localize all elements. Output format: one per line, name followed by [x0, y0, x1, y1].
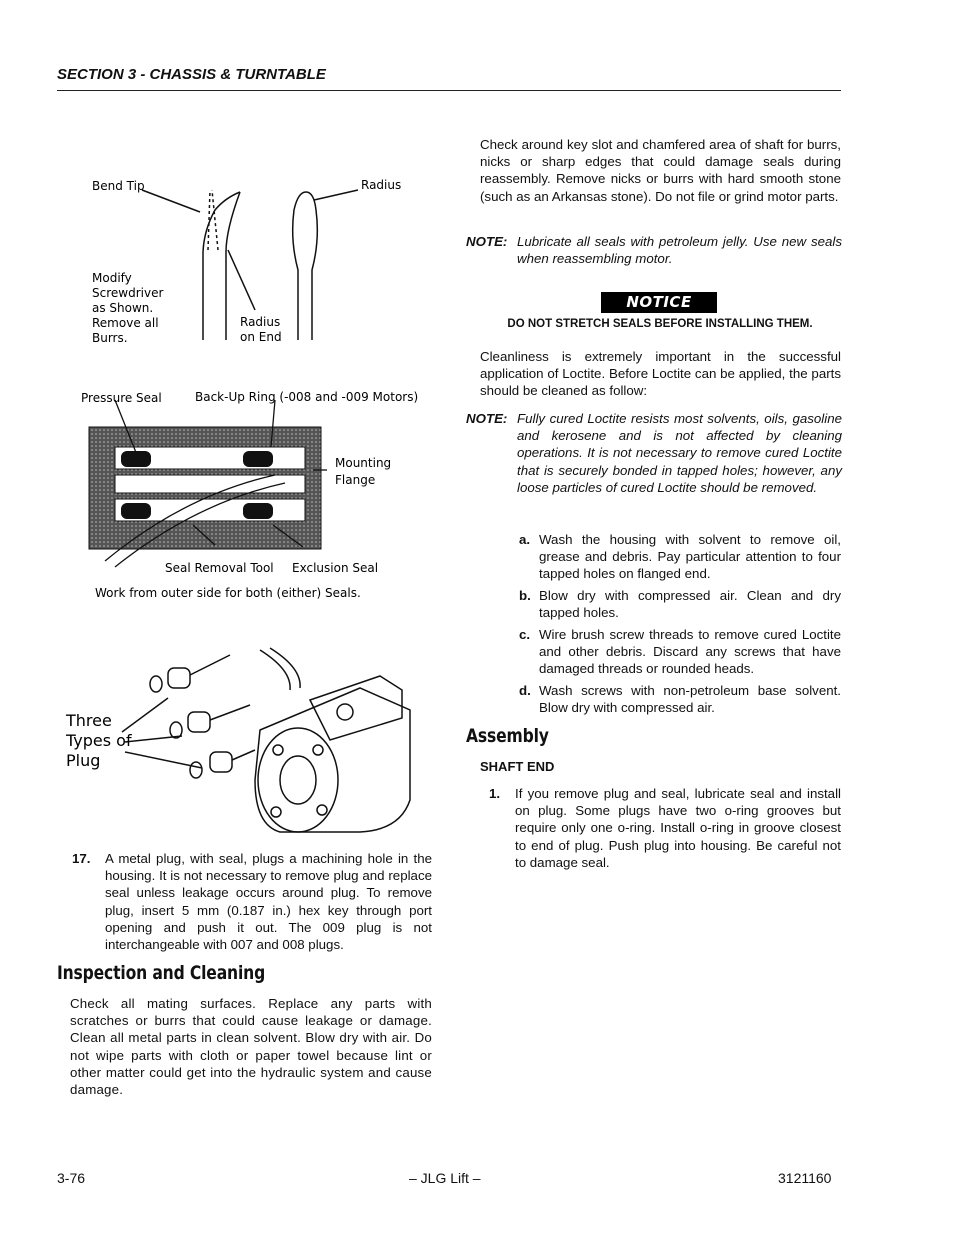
doc-number: 3121160 — [778, 1170, 832, 1186]
seal-removal-tool-label: Seal Removal Tool — [165, 561, 274, 575]
note-lubricate-text: Lubricate all seals with petroleum jelly. Use new seals when reassembling motor. — [517, 234, 842, 267]
modify-line-1: Modify — [92, 271, 132, 285]
modify-line-5: Burrs. — [92, 331, 128, 345]
check-text: Check around key slot and chamfered area of shaft for burrs, nicks or sharp edges that could damage seals during reassembly. Remove nicks or burrs with hard smooth stone (such as an Arkansas stone). Do not file or grind motor parts. — [480, 137, 841, 204]
three-types-line-3: Plug — [66, 751, 101, 770]
step-a-letter: a. — [519, 532, 531, 547]
plug-types-figure — [60, 640, 440, 840]
modify-line-4: Remove all — [92, 316, 159, 330]
item-17-number: 17. — [72, 851, 91, 866]
assembly-item-1 — [489, 785, 841, 871]
step-d-letter: d. — [519, 683, 531, 698]
footer-center: – JLG Lift – — [409, 1170, 481, 1186]
notice-badge: NOTICE — [601, 292, 717, 313]
assembly-heading: Assembly — [466, 725, 549, 747]
note-loctite-text: Fully cured Loctite resists most solvents, oils, gasoline and kerosene and is not affected by cleaning operations. It is not necessary to remove cured Loctite that is securely bonded in tapped holes; however, any loose particles of cured Loctite should be removed. — [517, 411, 842, 495]
exclusion-seal-label: Exclusion Seal — [292, 561, 379, 575]
screwdriver-figure — [80, 170, 420, 355]
modify-line-3: as Shown. — [92, 301, 154, 315]
header-rule — [57, 90, 841, 91]
seal-removal-figure — [75, 385, 435, 605]
step-b-text: Blow dry with compressed air. Clean and dry tapped holes. — [539, 588, 841, 621]
step-d — [519, 682, 841, 716]
seals-caption: Work from outer side for both (either) Seals. — [95, 586, 361, 600]
radius-label: Radius — [361, 178, 402, 192]
note-lubricate — [466, 233, 842, 267]
step-d-text: Wash screws with non-petroleum base solvent. Blow dry with compressed air. — [539, 683, 841, 716]
step-b-letter: b. — [519, 588, 531, 603]
backup-ring-label: Back-Up Ring (-008 and -009 Motors) — [195, 390, 419, 404]
note-label: NOTE: — [466, 411, 508, 426]
inspection-text: Check all mating surfaces. Replace any parts with scratches or burrs that could cause leakage or damage. Clean all metal parts in clean solvent. Blow dry with air. Do not wipe parts with cloth or paper towel because lint or other matter could get into the hydraulic system and cause damage. — [70, 996, 432, 1098]
step-c-text: Wire brush screw threads to remove cured Loctite and other debris. Discard any screws that have damaged threads or rounded heads. — [539, 627, 841, 677]
radius-on-end-line-1: Radius — [240, 315, 281, 329]
mounting-flange-line-2: Flange — [335, 473, 376, 487]
note-loctite — [466, 410, 842, 496]
item-17-text: A metal plug, with seal, plugs a machining hole in the housing. It is not necessary to remove plug and replace seal unless leakage occurs around plug. To remove plug, insert 5 mm (0.187 in.) hex key through port opening and push it out. The 009 plug is not interchangeable with 007 and 008 plugs. — [105, 851, 432, 953]
shaft-end-heading: SHAFT END — [480, 759, 555, 774]
notice-text: DO NOT STRETCH SEALS BEFORE INSTALLING THEM. — [507, 318, 813, 330]
pressure-seal-label: Pressure Seal — [81, 391, 162, 405]
three-types-line-1: Three — [66, 711, 112, 730]
assembly-item-1-number: 1. — [489, 786, 501, 801]
note-label: NOTE: — [466, 234, 508, 249]
section-header: SECTION 3 - CHASSIS & TURNTABLE — [57, 66, 326, 83]
cleanliness-text: Cleanliness is extremely important in the successful application of Loctite. Before Loctite can be applied, the parts should be cleaned as follow: — [480, 349, 841, 399]
step-a-text: Wash the housing with solvent to remove oil, grease and debris. Pay particular attention to four tapped holes on flanged end. — [539, 532, 841, 582]
radius-on-end-line-2: on End — [240, 330, 282, 344]
bend-tip-label: Bend Tip — [92, 179, 145, 193]
modify-line-2: Screwdriver — [92, 286, 164, 300]
three-types-line-2: Types of — [66, 731, 132, 750]
mounting-flange-line-1: Mounting — [335, 456, 392, 470]
step-a — [519, 531, 841, 583]
step-b — [519, 587, 841, 621]
step-c-letter: c. — [519, 627, 531, 642]
item-17 — [72, 850, 432, 953]
inspection-heading: Inspection and Cleaning — [57, 962, 266, 984]
step-c — [519, 626, 841, 678]
page-number: 3-76 — [57, 1170, 86, 1186]
assembly-item-1-text: If you remove plug and seal, lubricate seal and install on plug. Some plugs have two o-ring grooves but require only one o-ring. Install o-ring in groove closest to end of plug. Push plug into housing. Be careful not to damage seal. — [515, 786, 841, 870]
